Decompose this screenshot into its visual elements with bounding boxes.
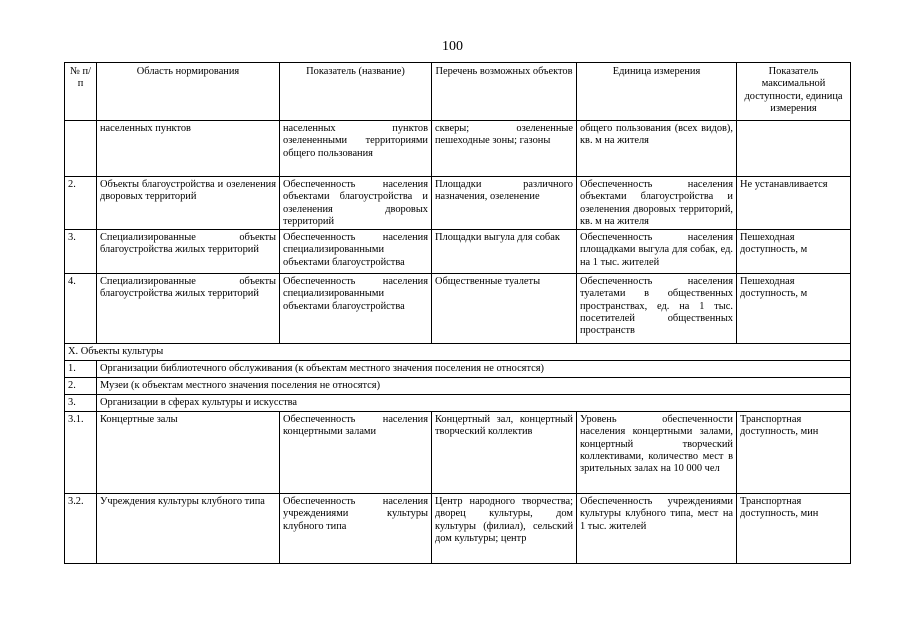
cell-area: Концертные залы bbox=[97, 412, 280, 494]
cell-number: 3. bbox=[65, 395, 97, 412]
table-row bbox=[65, 378, 851, 395]
cell-indicator: населенных пунктов озелененными территориями общего пользования bbox=[280, 121, 432, 177]
cell-unit: общего пользования (всех видов), кв. м на жителя bbox=[577, 121, 737, 177]
cell-number: 2. bbox=[65, 378, 97, 395]
cell-unit: Обеспеченность населения объектами благоустройства и озеленения дворовых территорий, кв. м на жителя bbox=[577, 177, 737, 230]
section-heading: X. Объекты культуры bbox=[65, 344, 851, 361]
cell-number bbox=[65, 121, 97, 177]
cell-merged-text: Музеи (к объектам местного значения поселения не относятся) bbox=[97, 378, 851, 395]
cell-access: Транспортная доступность, мин bbox=[737, 412, 851, 494]
cell-objects: Общественные туалеты bbox=[432, 274, 577, 344]
table-row bbox=[65, 412, 851, 494]
table-header-row bbox=[65, 63, 851, 121]
cell-unit: Обеспеченность населения площадками выгула для собак, ед. на 1 тыс. жителей bbox=[577, 230, 737, 274]
cell-area: Объекты благоустройства и озеленения дворовых территорий bbox=[97, 177, 280, 230]
standards-table bbox=[64, 62, 851, 564]
cell-indicator: Обеспеченность населения объектами благоустройства и озеленения дворовых территорий bbox=[280, 177, 432, 230]
page-number: 100 bbox=[442, 39, 463, 54]
cell-number: 4. bbox=[65, 274, 97, 344]
cell-indicator: Обеспеченность населения специализированными объектами благоустройства bbox=[280, 274, 432, 344]
table-row bbox=[65, 494, 851, 564]
section-row bbox=[65, 344, 851, 361]
cell-number: 1. bbox=[65, 361, 97, 378]
table-row bbox=[65, 274, 851, 344]
cell-number: 3.1. bbox=[65, 412, 97, 494]
cell-area: Специализированные объекты благоустройства жилых территорий bbox=[97, 274, 280, 344]
cell-unit: Обеспеченность учреждениями культуры клубного типа, мест на 1 тыс. жителей bbox=[577, 494, 737, 564]
header-indicator: Показатель (название) bbox=[280, 63, 432, 121]
cell-indicator: Обеспеченность населения специализированными объектами благоустройства bbox=[280, 230, 432, 274]
cell-area: населенных пунктов bbox=[97, 121, 280, 177]
cell-number: 3. bbox=[65, 230, 97, 274]
cell-indicator: Обеспеченность населения концертными залами bbox=[280, 412, 432, 494]
cell-merged-text: Организации в сферах культуры и искусства bbox=[97, 395, 851, 412]
header-number: № п/п bbox=[65, 63, 97, 121]
cell-number: 2. bbox=[65, 177, 97, 230]
header-access: Показатель максимальной доступности, единица измерения bbox=[737, 63, 851, 121]
cell-objects: скверы; озелененные пешеходные зоны; газоны bbox=[432, 121, 577, 177]
table-row bbox=[65, 361, 851, 378]
cell-access: Пешеходная доступность, м bbox=[737, 230, 851, 274]
table-row bbox=[65, 121, 851, 177]
cell-area: Специализированные объекты благоустройства жилых территорий bbox=[97, 230, 280, 274]
header-area: Область нормирования bbox=[97, 63, 280, 121]
cell-objects: Концертный зал, концертный творческий коллектив bbox=[432, 412, 577, 494]
cell-objects: Площадки различного назначения, озеленение bbox=[432, 177, 577, 230]
header-unit: Единица измерения bbox=[577, 63, 737, 121]
cell-unit: Уровень обеспеченности населения концертными залами, концертный творческий коллективами, количество мест в зрительных залах на 10 000 чел bbox=[577, 412, 737, 494]
cell-objects: Центр народного творчества; дворец культуры, дом культуры (филиал), сельский дом культуры; центр bbox=[432, 494, 577, 564]
cell-objects: Площадки выгула для собак bbox=[432, 230, 577, 274]
table-row bbox=[65, 395, 851, 412]
cell-number: 3.2. bbox=[65, 494, 97, 564]
cell-access: Транспортная доступность, мин bbox=[737, 494, 851, 564]
header-objects: Перечень возможных объектов bbox=[432, 63, 577, 121]
cell-access: Не устанавливается bbox=[737, 177, 851, 230]
cell-access: Пешеходная доступность, м bbox=[737, 274, 851, 344]
table-row bbox=[65, 230, 851, 274]
cell-indicator: Обеспеченность населения учреждениями культуры клубного типа bbox=[280, 494, 432, 564]
cell-unit: Обеспеченность населения туалетами в общественных пространствах, ед. на 1 тыс. посетителей общественных пространств bbox=[577, 274, 737, 344]
cell-merged-text: Организации библиотечного обслуживания (к объектам местного значения поселения не относятся) bbox=[97, 361, 851, 378]
table-row bbox=[65, 177, 851, 230]
cell-area: Учреждения культуры клубного типа bbox=[97, 494, 280, 564]
cell-access bbox=[737, 121, 851, 177]
